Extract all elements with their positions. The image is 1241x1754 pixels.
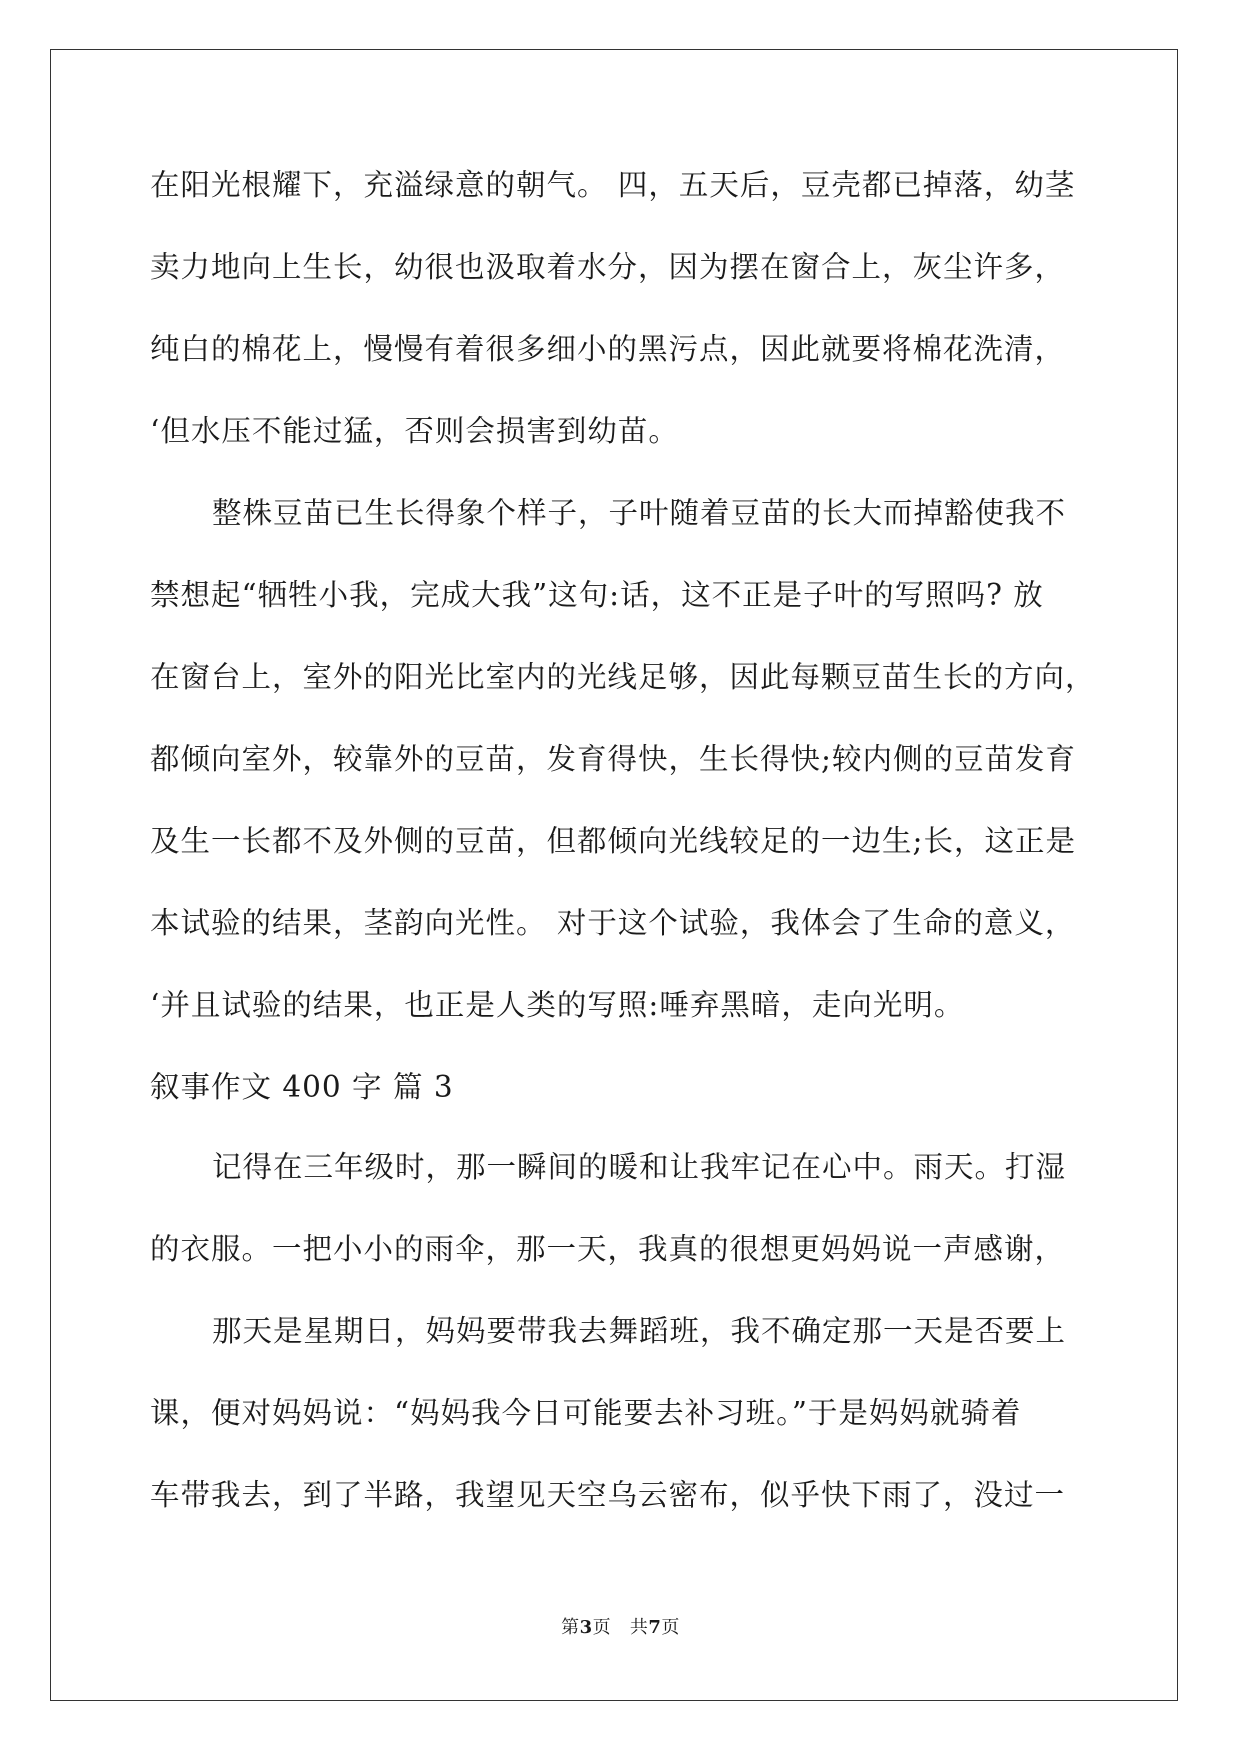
text-line: 本试验的结果，茎韵向光性。 对于这个试验，我体会了生命的意义，: [150, 906, 1076, 940]
footer-mid: 页 共: [592, 1617, 649, 1638]
footer-prefix: 第: [561, 1617, 580, 1638]
document-body: [150, 160, 1110, 1552]
paragraph-start-line: 整株豆苗已生长得象个样子，子叶随着豆苗的长大而掉豁使我不: [212, 496, 1067, 530]
section-heading: 叙事作文 400 字 篇 3: [150, 1070, 454, 1104]
text-line: 在窗台上，室外的阳光比室内的光线足够，因此每颗豆苗生长的方向，: [150, 660, 1096, 694]
text-line: ‘但水压不能过猛，否则会损害到幼苗。: [150, 414, 679, 448]
text-line: 车带我去，到了半路，我望见天空乌云密布，似乎快下雨了，没过一: [150, 1478, 1066, 1512]
paragraph-start-line: 那天是星期日，妈妈要带我去舞蹈班，我不确定那一天是否要上: [212, 1314, 1067, 1348]
footer-suffix: 页: [661, 1617, 680, 1638]
text-line: 的衣服。一把小小的雨伞，那一天，我真的很想更妈妈说一声感谢，: [150, 1232, 1066, 1266]
text-line: 都倾向室外，较靠外的豆苗，发育得快，生长得快;较内侧的豆苗发育: [150, 742, 1076, 776]
text-line: 禁想起“牺牲小我，完成大我”这句:话，这不正是子叶的写照吗? 放: [150, 578, 1044, 612]
text-line: ‘并且试验的结果，也正是人类的写照:唾弃黑暗，走向光明。: [150, 988, 965, 1022]
page-footer: [0, 1613, 1241, 1639]
current-page-number: 3: [579, 1617, 593, 1638]
text-line: 在阳光根耀下，充溢绿意的朝气。 四，五天后，豆壳都已掉落，幼茎: [150, 168, 1076, 202]
text-line: 课，便对妈妈说：“妈妈我今日可能要去补习班。”于是妈妈就骑着: [150, 1396, 1022, 1430]
text-line: 纯白的棉花上，慢慢有着很多细小的黑污点，因此就要将棉花洗清，: [150, 332, 1066, 366]
paragraph-start-line: 记得在三年级时，那一瞬间的暖和让我牢记在心中。雨天。打湿: [212, 1150, 1067, 1184]
total-pages-number: 7: [648, 1617, 662, 1638]
text-line: 及生一长都不及外侧的豆苗，但都倾向光线较足的一边生;长，这正是: [150, 824, 1076, 858]
text-line: 卖力地向上生长，幼很也汲取着水分，因为摆在窗合上，灰尘许多，: [150, 250, 1066, 284]
